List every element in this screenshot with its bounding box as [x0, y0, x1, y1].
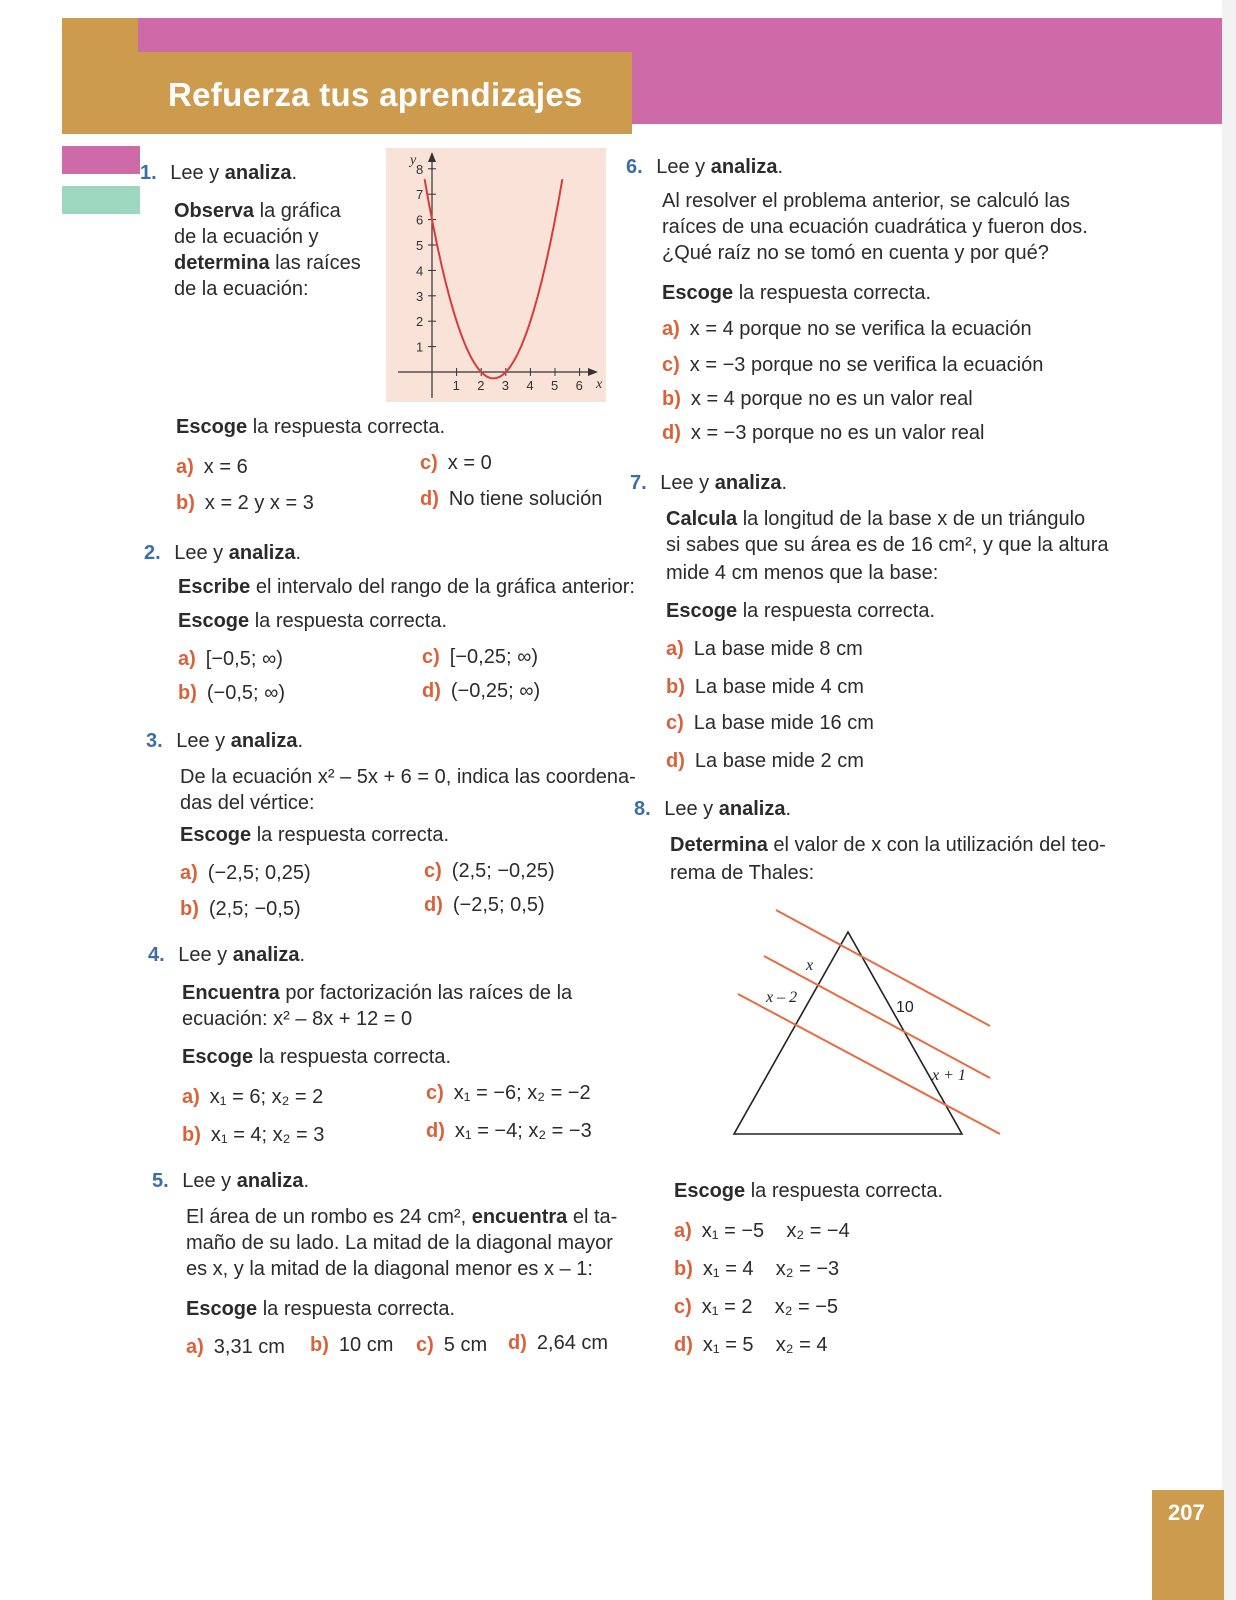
- option-text: x = 2 y x = 3: [204, 492, 314, 514]
- y-tick-label: 1: [416, 339, 424, 355]
- x-axis-label: x: [596, 377, 603, 392]
- q1-resp: la respuesta correcta.: [247, 416, 446, 438]
- q3-analiza: analiza: [230, 730, 298, 752]
- q6-heading: 6. Lee y analiza.: [626, 156, 784, 178]
- q8-escoge-word: Escoge: [674, 1180, 746, 1202]
- q1-line3: [174, 250, 361, 277]
- q8-determina: Determina: [670, 834, 768, 856]
- q5-t1a: El área de un rombo es 24 cm²,: [186, 1206, 472, 1228]
- q1-line2: de la ecuación y: [174, 226, 319, 248]
- label-x-plus-1: x + 1: [932, 1067, 966, 1084]
- option-text: x = −3 porque no se verifica la ecuación: [689, 354, 1044, 376]
- q4-encuentra: Encuentra: [182, 982, 280, 1004]
- q7-analiza: analiza: [714, 472, 782, 494]
- q3-option-b[interactable]: [180, 896, 301, 923]
- option-letter: b): [182, 1124, 201, 1146]
- option-letter: b): [674, 1258, 693, 1280]
- option-letter: a): [180, 862, 198, 884]
- q1-number: 1.: [140, 162, 157, 184]
- q7-resp: la respuesta correcta.: [737, 600, 936, 622]
- q1-observa: Observa: [174, 200, 255, 222]
- x-tick-label: 4: [526, 378, 534, 393]
- q4-t1: por factorización las raíces de la: [279, 982, 573, 1004]
- parallel-line-3: [738, 994, 1000, 1134]
- q3-number: 3.: [146, 730, 163, 752]
- q2-escoge: [178, 608, 447, 635]
- q7-line3: mide 4 cm menos que la base:: [666, 562, 939, 584]
- q7-lee: Lee: [660, 472, 694, 494]
- option-letter: a): [666, 638, 684, 660]
- q8-lee: Lee: [664, 798, 698, 820]
- q8-option-d[interactable]: [674, 1332, 827, 1359]
- option-letter: a): [186, 1336, 204, 1358]
- y-tick-label: 4: [416, 263, 424, 279]
- q2-resp: la respuesta correcta.: [249, 610, 448, 632]
- q4-option-c[interactable]: [426, 1080, 591, 1107]
- q6-lee: Lee: [656, 156, 690, 178]
- q5-option-c[interactable]: [416, 1332, 487, 1359]
- q5-line2: maño de su lado. La mitad de la diagonal mayor: [186, 1232, 613, 1254]
- option-letter: a): [662, 318, 680, 340]
- q4-escoge-word: Escoge: [182, 1046, 254, 1068]
- x-tick-label: 1: [452, 378, 460, 393]
- q2-line1: [178, 574, 635, 601]
- q8-number: 8.: [634, 798, 651, 820]
- x-tick-label: 3: [501, 378, 510, 393]
- green-marker: [62, 186, 140, 214]
- option-letter: a): [182, 1086, 200, 1108]
- option-letter: a): [178, 648, 196, 670]
- q1-option-b[interactable]: [176, 490, 314, 517]
- q7-escoge-word: Escoge: [666, 600, 738, 622]
- y-tick-label: 7: [416, 187, 424, 203]
- q3-option-c[interactable]: [424, 858, 555, 885]
- option-letter: d): [674, 1334, 693, 1356]
- q8-option-a[interactable]: [674, 1218, 850, 1245]
- q8-option-b[interactable]: [674, 1256, 839, 1283]
- q2-t1: el intervalo del rango de la gráfica anterior:: [250, 576, 635, 598]
- q7-line1: [666, 506, 1085, 533]
- option-text: (2,5; −0,25): [451, 860, 555, 882]
- y-tick-label: 6: [416, 212, 424, 228]
- y-tick-label: 3: [416, 288, 424, 304]
- q1-line1: [174, 198, 341, 225]
- option-letter: c): [666, 712, 684, 734]
- q5-t1c: el ta-: [567, 1206, 618, 1228]
- q4-lee: Lee: [178, 944, 212, 966]
- parabola-graph: [386, 148, 606, 402]
- q3-escoge: [180, 822, 449, 849]
- q4-option-a[interactable]: [182, 1084, 323, 1111]
- option-letter: d): [666, 750, 685, 772]
- q7-option-b[interactable]: [666, 674, 864, 701]
- q6-option-a[interactable]: [662, 316, 1032, 343]
- q1-t1: la gráfica: [254, 200, 341, 222]
- q4-option-d[interactable]: [426, 1118, 592, 1145]
- option-letter: b): [310, 1334, 329, 1356]
- option-letter: d): [422, 680, 441, 702]
- option-text: x₁ = −4; x₂ = −3: [454, 1120, 592, 1142]
- q8-line1: [670, 832, 1106, 859]
- q2-option-b[interactable]: [178, 680, 285, 707]
- y-tick-label: 2: [416, 314, 424, 330]
- option-letter: c): [426, 1082, 444, 1104]
- option-text: La base mide 8 cm: [693, 638, 863, 660]
- q7-option-c[interactable]: [666, 710, 874, 737]
- option-text: (2,5; −0,5): [208, 898, 301, 920]
- q4-resp: la respuesta correcta.: [253, 1046, 452, 1068]
- parallel-line-2: [764, 956, 990, 1078]
- q8-line2: rema de Thales:: [670, 862, 815, 884]
- option-text: [−0,5; ∞): [205, 648, 283, 670]
- q7-option-d[interactable]: [666, 748, 864, 775]
- option-text: x₁ = 5 x₂ = 4: [702, 1334, 828, 1356]
- q7-calcula: Calcula: [666, 508, 738, 530]
- q6-escoge: [662, 280, 931, 307]
- option-letter: b): [180, 898, 199, 920]
- option-text: [−0,25; ∞): [449, 646, 538, 668]
- q5-line1: [186, 1204, 617, 1231]
- q1-line4: de la ecuación:: [174, 278, 309, 300]
- q8-heading: 8. Lee y analiza.: [634, 798, 792, 820]
- option-text: x₁ = 4; x₂ = 3: [210, 1124, 325, 1146]
- q5-number: 5.: [152, 1170, 169, 1192]
- x-tick-label: 5: [551, 378, 559, 393]
- q1-option-d[interactable]: [420, 486, 602, 513]
- option-letter: a): [176, 456, 194, 478]
- option-text: (−0,5; ∞): [206, 682, 286, 704]
- header-tab-corner: [62, 18, 138, 52]
- q4-line1: [182, 980, 572, 1007]
- q4-y: y: [211, 944, 233, 966]
- option-letter: b): [178, 682, 197, 704]
- option-letter: b): [666, 676, 685, 698]
- q8-option-c[interactable]: [674, 1294, 838, 1321]
- q1-analiza: analiza: [224, 162, 292, 184]
- option-letter: c): [422, 646, 440, 668]
- option-letter: d): [508, 1332, 527, 1354]
- q2-lee: Lee: [174, 542, 208, 564]
- q6-number: 6.: [626, 156, 643, 178]
- q3-lee: Lee: [176, 730, 210, 752]
- option-letter: b): [176, 492, 195, 514]
- option-text: x₁ = 4 x₂ = −3: [702, 1258, 840, 1280]
- q1-escoge-word: Escoge: [176, 416, 248, 438]
- option-letter: d): [662, 422, 681, 444]
- header-band-top: [138, 18, 1222, 52]
- q7-t1: la longitud de la base x de un triángulo: [737, 508, 1086, 530]
- q5-lee: Lee: [182, 1170, 216, 1192]
- q8-escoge: [674, 1178, 943, 1205]
- q5-line3: es x, y la mitad de la diagonal menor es x – 1:: [186, 1258, 593, 1280]
- option-text: No tiene solución: [448, 488, 603, 510]
- option-text: La base mide 16 cm: [693, 712, 874, 734]
- q1-determina: determina: [174, 252, 270, 274]
- q2-heading: 2. Lee y analiza.: [144, 542, 302, 564]
- y-axis-label: y: [410, 153, 417, 168]
- q5-escoge-word: Escoge: [186, 1298, 258, 1320]
- q5-resp: la respuesta correcta.: [257, 1298, 456, 1320]
- q3-escoge-word: Escoge: [180, 824, 252, 846]
- q3-y: y: [209, 730, 231, 752]
- q1-heading: 1. Lee y analiza.: [140, 162, 298, 184]
- q3-line1: De la ecuación x² – 5x + 6 = 0, indica las coordena-: [180, 766, 636, 788]
- q3-line2: das del vértice:: [180, 792, 315, 814]
- option-text: x = 4 porque no es un valor real: [690, 388, 973, 410]
- option-letter: d): [426, 1120, 445, 1142]
- q1-escoge: [176, 414, 445, 441]
- option-text: (−2,5; 0,25): [207, 862, 311, 884]
- q1-y: y: [203, 162, 225, 184]
- q4-heading: 4. Lee y analiza.: [148, 944, 306, 966]
- q4-option-b[interactable]: [182, 1122, 324, 1149]
- option-letter: d): [420, 488, 439, 510]
- option-text: x₁ = −5 x₂ = −4: [701, 1220, 850, 1242]
- option-text: x = 0: [447, 452, 492, 474]
- label-x: x: [806, 957, 814, 974]
- label-x-minus-2: x – 2: [766, 989, 798, 1006]
- y-tick-label: 8: [416, 161, 424, 177]
- q2-number: 2.: [144, 542, 161, 564]
- q5-analiza: analiza: [236, 1170, 304, 1192]
- q2-option-c[interactable]: [422, 644, 538, 671]
- q1-option-a[interactable]: [176, 454, 248, 481]
- q6-analiza: analiza: [710, 156, 778, 178]
- q5-heading: 5. Lee y analiza.: [152, 1170, 310, 1192]
- page-edge: [1222, 0, 1236, 1600]
- q3-resp: la respuesta correcta.: [251, 824, 450, 846]
- q5-option-d[interactable]: [508, 1330, 608, 1357]
- q4-escoge: [182, 1044, 451, 1071]
- q4-number: 4.: [148, 944, 165, 966]
- option-text: (−2,5; 0,5): [452, 894, 545, 916]
- label-10: 10: [896, 999, 914, 1016]
- y-tick-label: 5: [416, 238, 424, 253]
- q4-line2: ecuación: x² – 8x + 12 = 0: [182, 1008, 413, 1030]
- option-text: x = 6: [203, 456, 248, 478]
- q2-option-a[interactable]: [178, 646, 283, 673]
- q7-y: y: [693, 472, 715, 494]
- q1-t3: las raíces: [269, 252, 361, 274]
- option-text: x = 4 porque no se verifica la ecuación: [689, 318, 1032, 340]
- thales-figure: [728, 906, 1008, 1146]
- q6-resp: la respuesta correcta.: [733, 282, 932, 304]
- q2-escoge-word: Escoge: [178, 610, 250, 632]
- option-text: 2,64 cm: [536, 1332, 609, 1354]
- option-text: 3,31 cm: [213, 1336, 285, 1358]
- q6-line1: Al resolver el problema anterior, se calculó las: [662, 190, 1070, 212]
- q7-option-a[interactable]: [666, 636, 863, 663]
- q8-resp: la respuesta correcta.: [745, 1180, 944, 1202]
- triangle: [734, 932, 962, 1134]
- q3-heading: 3. Lee y analiza.: [146, 730, 304, 752]
- q1-lee: Lee: [170, 162, 204, 184]
- q5-option-b[interactable]: [310, 1332, 393, 1359]
- q6-option-c[interactable]: [662, 352, 1043, 379]
- q8-t1: el valor de x con la utilización del teo-: [767, 834, 1106, 856]
- option-letter: b): [662, 388, 681, 410]
- q5-y: y: [215, 1170, 237, 1192]
- q6-escoge-word: Escoge: [662, 282, 734, 304]
- option-letter: c): [662, 354, 680, 376]
- q2-escribe: Escribe: [178, 576, 251, 598]
- q6-line3: ¿Qué raíz no se tomó en cuenta y por qué?: [662, 242, 1049, 264]
- q6-option-d[interactable]: [662, 420, 984, 447]
- pink-marker: [62, 146, 140, 174]
- option-text: 10 cm: [338, 1334, 394, 1356]
- option-letter: c): [416, 1334, 434, 1356]
- option-text: (−0,25; ∞): [450, 680, 541, 702]
- q6-line2: raíces de una ecuación cuadrática y fueron dos.: [662, 216, 1088, 238]
- q4-analiza: analiza: [232, 944, 300, 966]
- q7-heading: 7. Lee y analiza.: [630, 472, 788, 494]
- option-text: La base mide 2 cm: [694, 750, 864, 772]
- option-letter: c): [674, 1296, 692, 1318]
- option-text: La base mide 4 cm: [694, 676, 864, 698]
- q7-line2: si sabes que su área es de 16 cm², y que la altura: [666, 534, 1109, 556]
- q5-encuentra: encuentra: [471, 1206, 568, 1228]
- page-number: 207: [1168, 1500, 1205, 1525]
- q1-option-c[interactable]: [420, 450, 492, 477]
- q8-analiza: analiza: [718, 798, 786, 820]
- x-tick-label: 2: [477, 378, 485, 393]
- option-text: 5 cm: [443, 1334, 488, 1356]
- option-text: x₁ = 6; x₂ = 2: [209, 1086, 324, 1108]
- option-letter: a): [674, 1220, 692, 1242]
- q5-escoge: [186, 1296, 455, 1323]
- option-text: x₁ = 2 x₂ = −5: [701, 1296, 839, 1318]
- page-title: Refuerza tus aprendizajes: [168, 76, 583, 113]
- q8-y: y: [697, 798, 719, 820]
- q6-y: y: [689, 156, 711, 178]
- option-text: x₁ = −6; x₂ = −2: [453, 1082, 591, 1104]
- option-letter: c): [420, 452, 438, 474]
- q2-option-d[interactable]: [422, 678, 540, 705]
- q7-number: 7.: [630, 472, 647, 494]
- q2-analiza: analiza: [228, 542, 296, 564]
- q6-option-b[interactable]: [662, 386, 973, 413]
- q3-option-d[interactable]: [424, 892, 545, 919]
- q7-escoge: [666, 598, 935, 625]
- option-text: x = −3 porque no es un valor real: [690, 422, 985, 444]
- q5-option-a[interactable]: [186, 1334, 285, 1361]
- q2-y: y: [207, 542, 229, 564]
- option-letter: c): [424, 860, 442, 882]
- q3-option-a[interactable]: [180, 860, 311, 887]
- x-tick-label: 6: [575, 378, 583, 393]
- option-letter: d): [424, 894, 443, 916]
